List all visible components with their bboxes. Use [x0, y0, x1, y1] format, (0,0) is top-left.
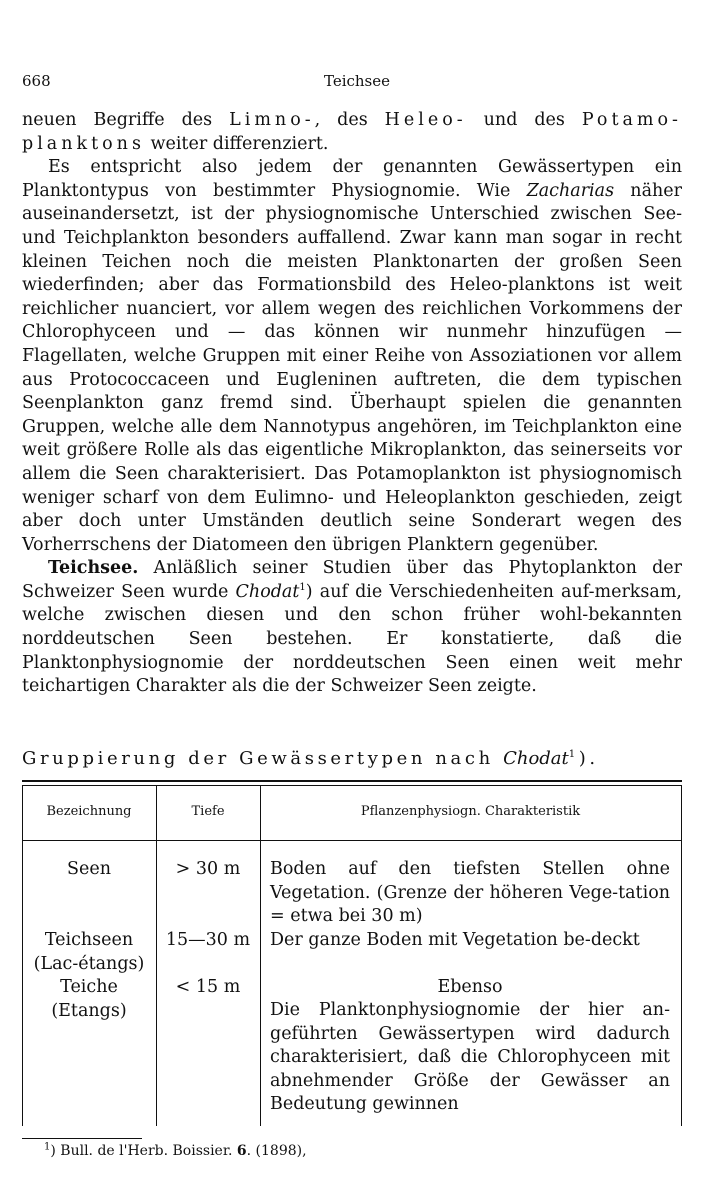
table-header-rule: [22, 840, 682, 841]
footnote-rule: [22, 1138, 142, 1139]
running-head: Teichsee: [323, 72, 391, 90]
row-2-name: Teichseen (Lac-étangs): [33, 930, 145, 974]
column-header-bezeichnung: Bezeichnung: [46, 804, 132, 819]
row-1-desc: Boden auf den tiefsten Stellen ohne Vegetation. (Grenze der höheren Vege-tation = etwa bei 30 m): [270, 859, 670, 927]
row-2-depth: 15—30 m: [165, 930, 251, 950]
table-border-right: [681, 786, 682, 1126]
row-3-desc: Ebenso: [437, 977, 503, 997]
author-chodat: Chodat: [235, 581, 300, 602]
table-title: Gruppierung der Gewässertypen nach Chodat$^1$).: [22, 748, 599, 769]
row-2-desc: Der ganze Boden mit Vegetation be-deckt: [270, 930, 640, 950]
table-rule-top: [22, 780, 682, 782]
section-heading-teichsee: Teichsee.: [48, 558, 139, 579]
table-rule-top-thin: [22, 785, 682, 786]
body-text: [22, 109, 682, 699]
row-3-name: Teiche (Etangs): [51, 977, 127, 1021]
author-zacharias: Zacharias: [526, 180, 615, 201]
term-potamo: Potamo-planktons: [22, 110, 682, 154]
footnote: $^1$) Bull. de l'Herb. Boissier. 6. (1898),: [44, 1141, 307, 1159]
row-1-name: Seen: [67, 859, 111, 879]
term-limno: Limno-: [229, 110, 315, 130]
table-divider-2: [260, 786, 261, 1126]
page-header: [22, 72, 692, 96]
table-summary: Die Planktonphysiognomie der hier an-geführten Gewässertypen wird dadurch charakterisiert, daß die Chlorophyceen mit abnehmender Größe der Gewässer an Bedeutung gewinnen: [270, 1000, 670, 1115]
row-1-depth: > 30 m: [175, 859, 241, 879]
column-header-charakteristik: Pflanzenphysiogn. Charakteristik: [360, 804, 581, 819]
paragraph-2: Es entspricht also jedem der genannten Gewässertypen ein Planktontypus von bestimmter Physiognomie. Wie Zacharias näher auseinandersetzt, ist der physiognomische Unterschied zwischen See- und Teichplankton besonders auffallend. Zwar kann man sogar in recht kleinen Teichen noch die meisten Planktonarten der großen Seen wiederfinden; aber das Formationsbild des Heleo-planktons ist weit reichlicher nuanciert, vor allem wegen des reichlichen Vorkommens der Chlorophyceen und — das können wir nunmehr hinzufügen — Flagellaten, welche Gruppen mit einer Reihe von Assoziationen vor allem aus Protococcaceen und Eugleninen auftreten, die dem typischen Seenplankton ganz fremd sind. Überhaupt spielen die genannten Gruppen, welche alle dem Nannotypus angehören, im Teichplankton eine weit größere Rolle als das eigentliche Mikroplankton, das seinerseits vor allem die Seen charakterisiert. Das Potamoplankton ist physiognomisch weniger scharf von dem Eulimno- und Heleoplankton geschieden, zeigt aber doch unter Umständen deutlich seine Sonderart wegen des Vorherrschens der Diatomeen den übrigen Planktern gegenüber.: [22, 157, 682, 555]
row-3-depth: < 15 m: [175, 977, 241, 997]
footnote-ref: 1: [299, 582, 306, 594]
paragraph-1: neuen Begriffe des Limno-, des Heleo- und des Potamo-planktons weiter differenziert.: [22, 110, 682, 154]
paragraph-3: Teichsee. Anläßlich seiner Studien über das Phytoplankton der Schweizer Seen wurde Chodat$^1$) auf die Verschiedenheiten auf-merksam, welche zwischen diesen und den schon früher wohl-bekannten norddeutschen Seen bestehen. Er konstatierte, daß die Planktonphysiognomie der norddeutschen Seen einen weit mehr teichartigen Charakter als die der Schweizer Seen zeigte.: [22, 558, 682, 697]
page-number: 668: [22, 72, 51, 90]
term-heleo: Heleo-: [384, 110, 467, 130]
table-divider-1: [156, 786, 157, 1126]
column-header-tiefe: Tiefe: [191, 804, 225, 819]
